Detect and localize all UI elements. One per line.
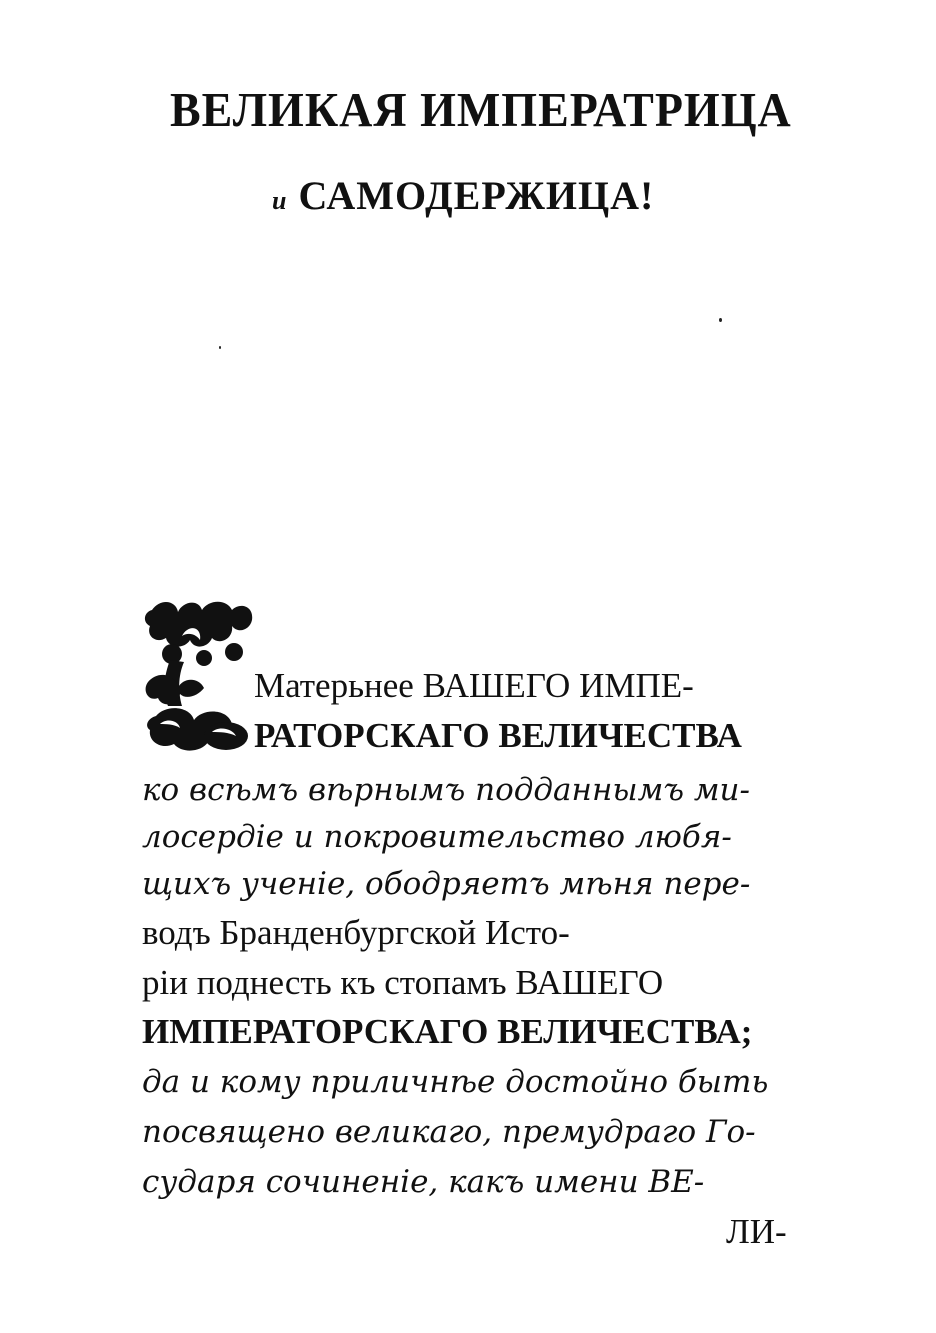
text-line-4: лосердiе и покровительство любя- [142, 819, 732, 855]
text-line-11: сударя сочиненiе, какъ имени ВЕ- [142, 1164, 705, 1200]
text-line-3: ко всѣмъ вѣрнымъ подданнымъ ми- [142, 772, 750, 808]
dedication-title-line-2 [272, 172, 654, 219]
text-line-12: ЛИ- [726, 1212, 787, 1251]
text-line-2: РАТОРСКАГО ВЕЛИЧЕСТВА [254, 716, 742, 755]
text-line-5: щихъ ученiе, ободряетъ мѣня пере- [142, 866, 751, 902]
text-line-1: Матерьнее ВАШЕГО ИМПЕ- [254, 666, 694, 705]
ornamental-initial-letter-icon [142, 596, 262, 762]
text-line-6: водъ Бранденбургской Исто- [142, 913, 570, 952]
print-speck [219, 346, 221, 349]
text-line-8: ИМПЕРАТОРСКАГО ВЕЛИЧЕСТВА; [142, 1012, 753, 1051]
text-line-10: посвящено великаго, премудраго Го- [142, 1114, 756, 1150]
text-line-7: рiи поднесть къ стопамъ ВАШЕГО [142, 963, 664, 1002]
title-conjunction: и [272, 186, 287, 215]
title-main-word: САМОДЕРЖИЦА! [298, 173, 655, 218]
print-speck [719, 318, 722, 322]
dedication-title-line-1: ВЕЛИКАЯ ИМПЕРАТРИЦА [170, 83, 792, 137]
text-line-9: да и кому приличнѣе достойно быть [142, 1064, 769, 1100]
